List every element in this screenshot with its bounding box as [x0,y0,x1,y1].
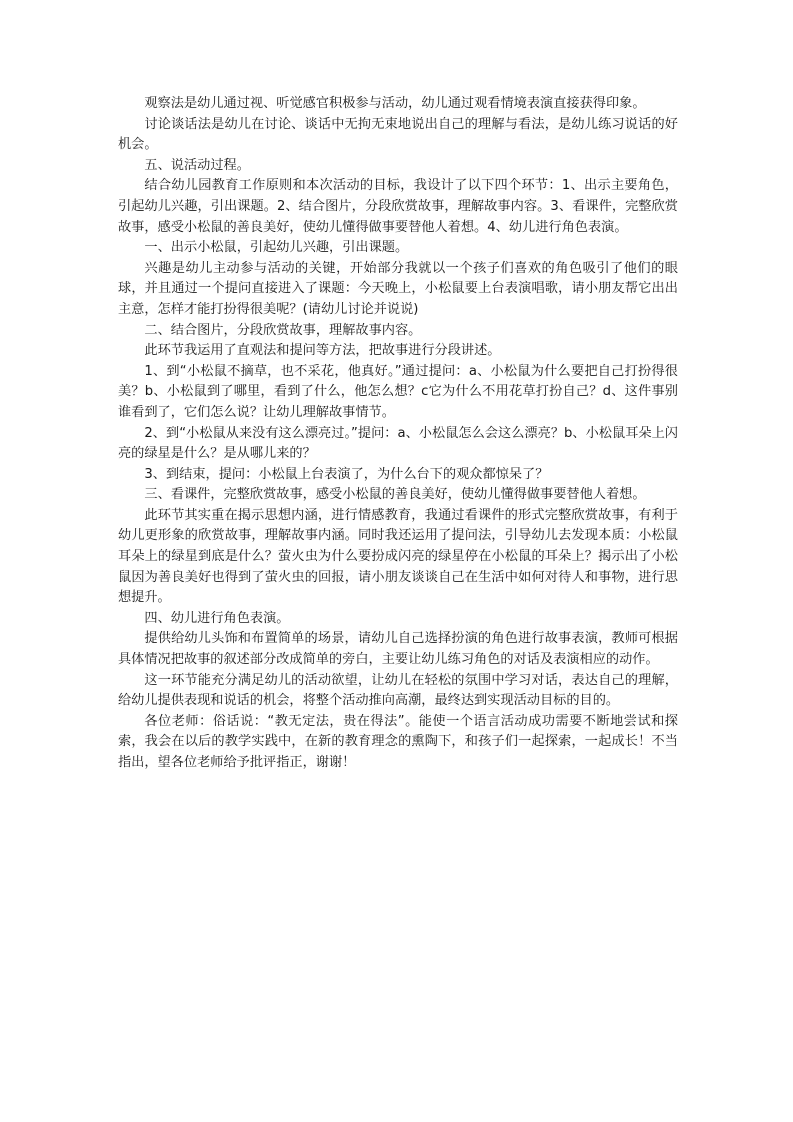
paragraph: 此环节其实重在揭示思想内涵，进行情感教育，我通过看课件的形式完整欣赏故事，有利于幼儿更形象的欣赏故事，理解故事内涵。同时我还运用了提问法，引导幼儿去发现本质：小松鼠耳朵上的绿星到底是什么？萤火虫为什么要扮成闪亮的绿星停在小松鼠的耳朵上？揭示出了小松鼠因为善良美好也得到了萤火虫的回报，请小朋友谈谈自己在生活中如何对待人和事物，进行思想提升。 [118,507,678,606]
paragraph: 结合幼儿园教育工作原则和本次活动的目标，我设计了以下四个环节：1、出示主要角色，引起幼儿兴趣，引出课题。2、结合图片，分段欣赏故事，理解故事内容。3、看课件，完整欣赏故事，感受小松鼠的善良美好，使幼儿懂得做事要替他人着想。4、幼儿进行角色表演。 [118,178,678,235]
paragraph: 兴趣是幼儿主动参与活动的关键，开始部分我就以一个孩子们喜欢的角色吸引了他们的眼球，并且通过一个提问直接进入了课题：今天晚上，小松鼠要上台表演唱歌，请小朋友帮它出出主意，怎样才能打扮得很美呢？(请幼儿讨论并说说) [118,260,678,317]
paragraph: 2、到“小松鼠从来没有这么漂亮过。”提问：a、小松鼠怎么会这么漂亮？b、小松鼠耳朵上闪亮的绿星是什么？是从哪儿来的？ [118,425,678,462]
section-heading: 二、结合图片，分段欣赏故事，理解故事内容。 [144,322,422,338]
paragraph: 1、到“小松鼠不摘草，也不采花，他真好。”通过提问：a、小松鼠为什么要把自己打扮得很美？b、小松鼠到了哪里，看到了什么，他怎么想？c它为什么不用花草打扮自己？d、这件事别谁看到了，它们怎么说？让幼儿理解故事情节。 [118,363,678,420]
paragraph: 3、到结束，提问：小松鼠上台表演了，为什么台下的观众都惊呆了？ [144,466,549,482]
section-heading: 四、幼儿进行角色表演。 [144,610,290,626]
paragraph: 此环节我运用了直观法和提问等方法，把故事进行分段讲述。 [144,343,501,359]
section-heading: 五、说活动过程。 [144,157,250,173]
document-body [118,94,678,774]
paragraph: 观察法是幼儿通过视、听觉感官积极参与活动，幼儿通过观看情境表演直接获得印象。 [144,96,646,111]
section-heading: 三、看课件，完整欣赏故事，感受小松鼠的善良美好，使幼儿懂得做事要替他人着想。 [144,487,646,503]
paragraph: 讨论谈话法是幼儿在讨论、谈话中无拘无束地说出自己的理解与看法，是幼儿练习说话的好机会。 [118,116,678,153]
paragraph: 各位老师：俗话说：“教无定法，贵在得法”。能使一个语言活动成功需要不断地尝试和探索，我会在以后的教学实践中，在新的教育理念的熏陶下，和孩子们一起探索，一起成长！不当指出，望各位老师给予批评指正，谢谢！ [118,713,678,770]
paragraph: 提供给幼儿头饰和布置简单的场景，请幼儿自己选择扮演的角色进行故事表演，教师可根据具体情况把故事的叙述部分改成简单的旁白，主要让幼儿练习角色的对话及表演相应的动作。 [118,631,678,668]
paragraph: 这一环节能充分满足幼儿的活动欲望，让幼儿在轻松的氛围中学习对话，表达自己的理解，给幼儿提供表现和说话的机会，将整个活动推向高潮，最终达到实现活动目标的目的。 [118,672,678,709]
section-heading: 一、出示小松鼠，引起幼儿兴趣，引出课题。 [144,240,409,256]
